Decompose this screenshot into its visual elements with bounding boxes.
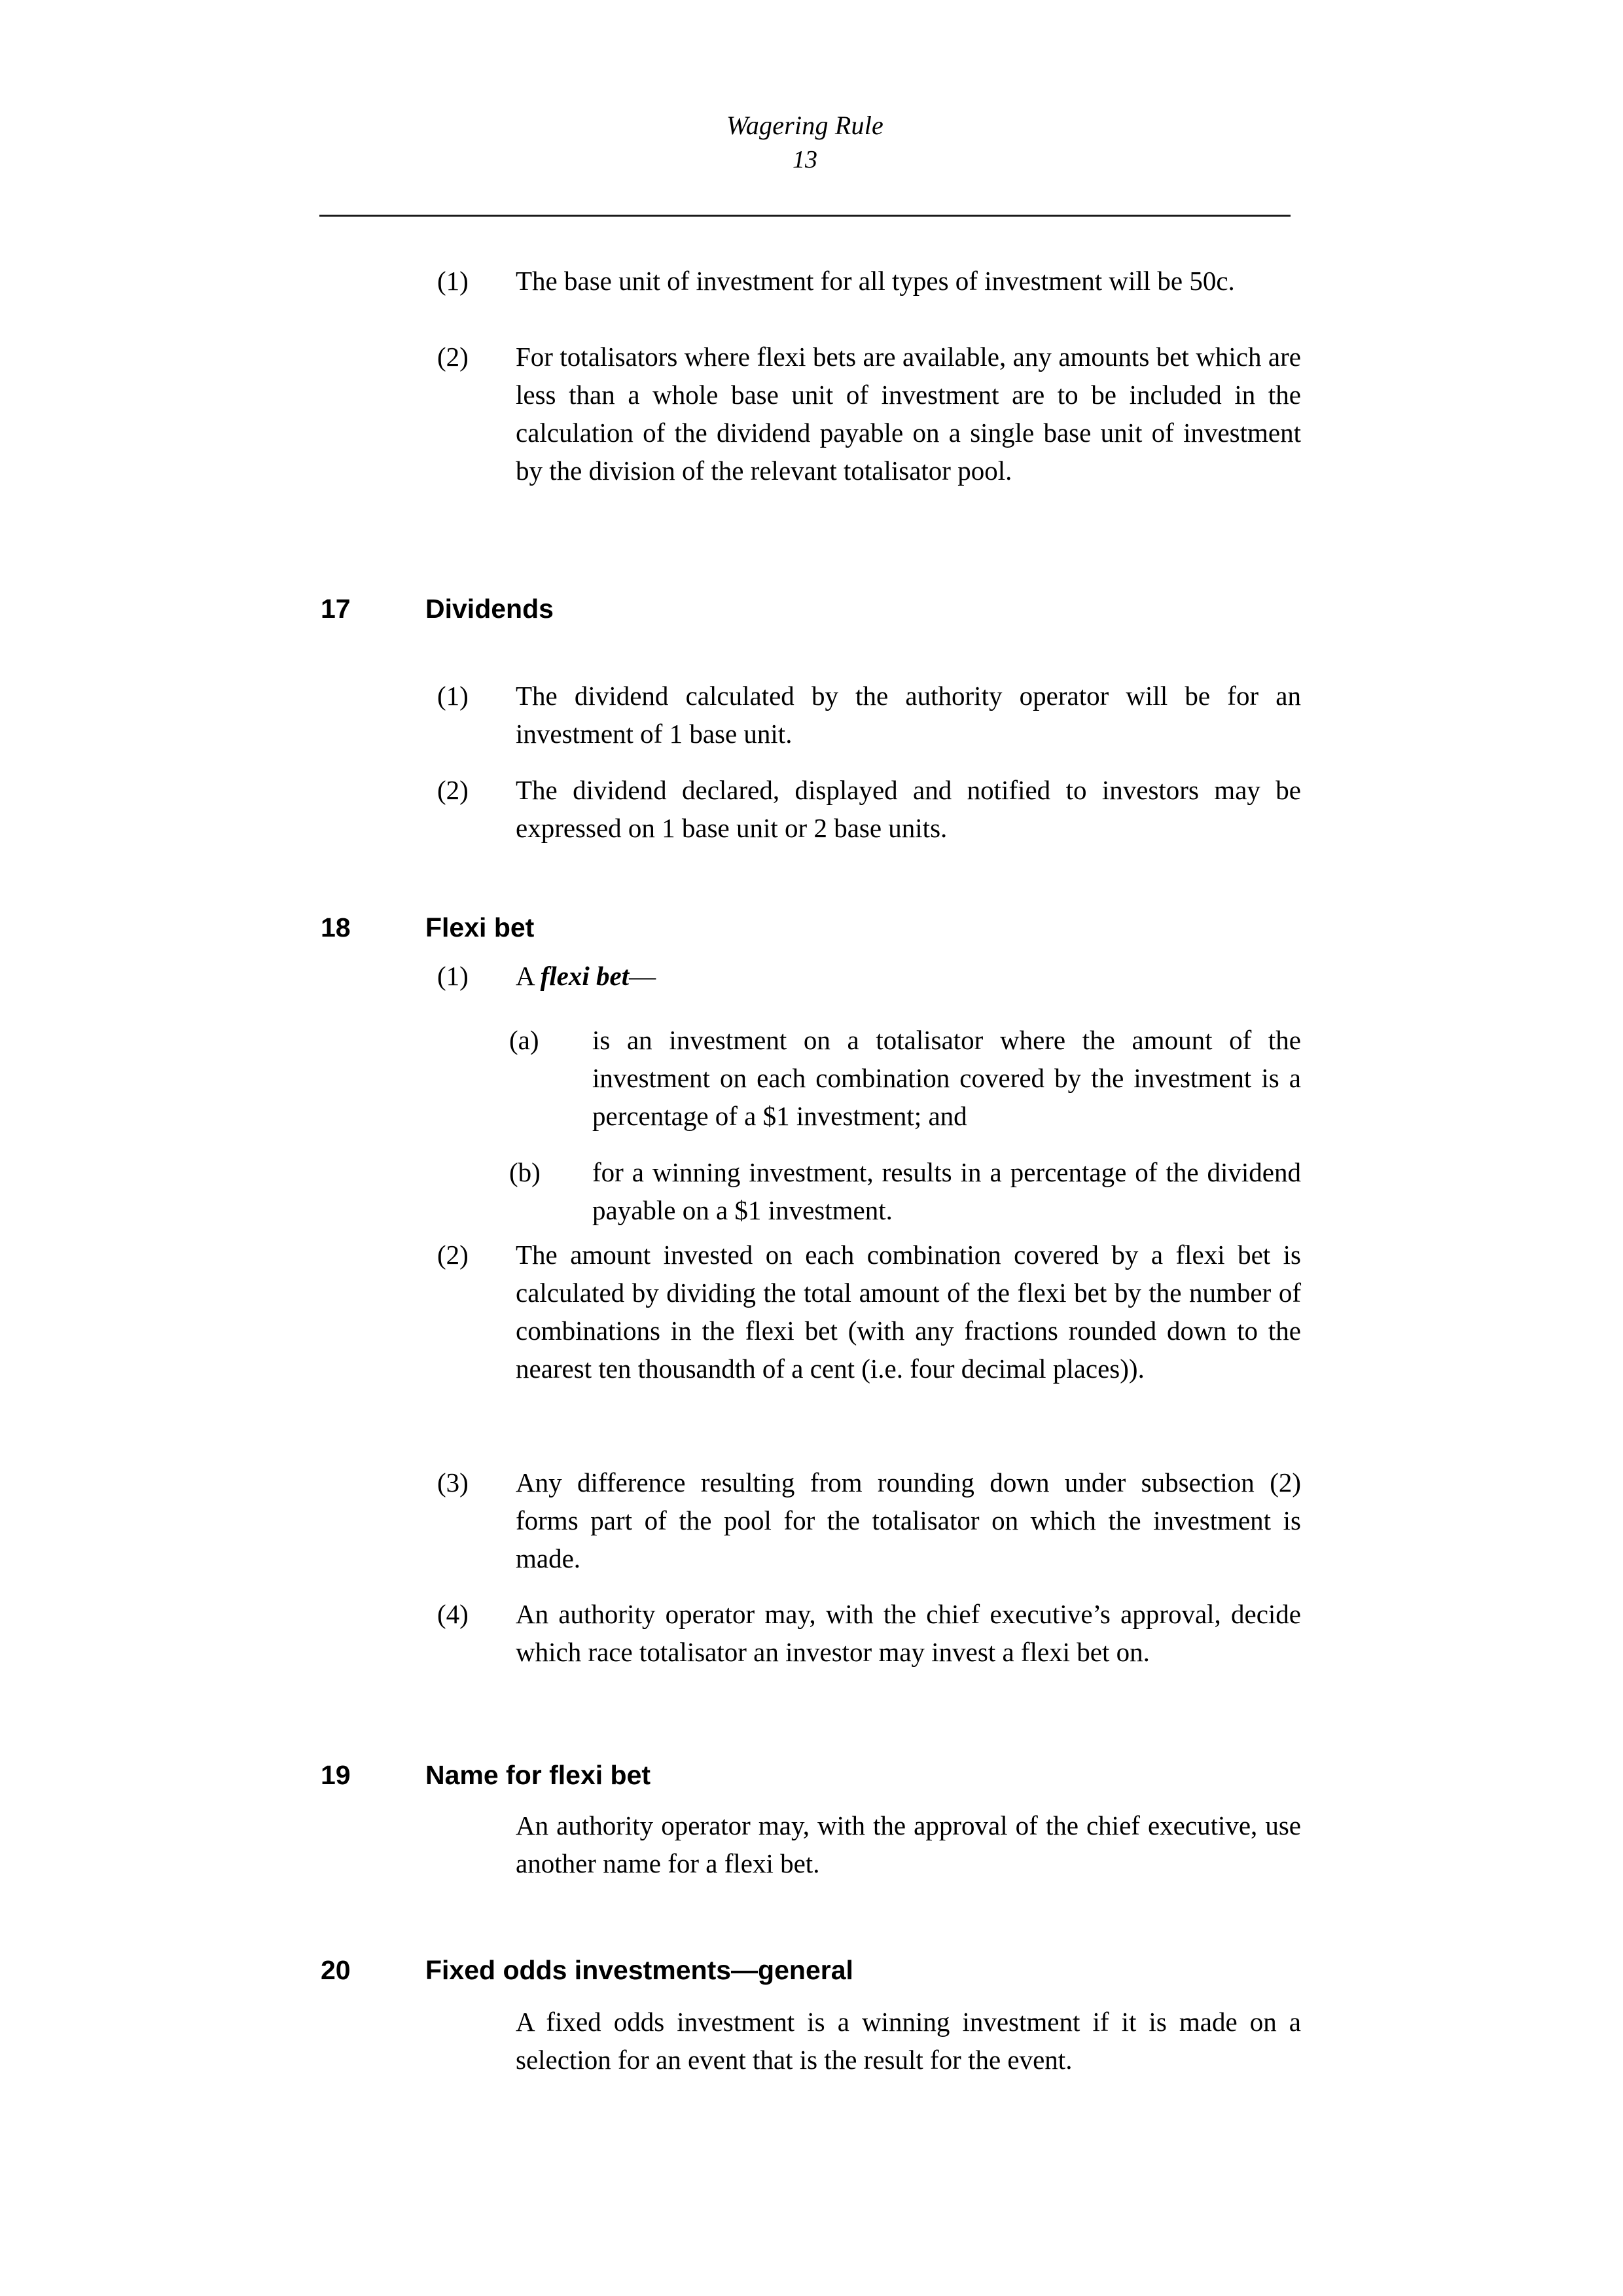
section-heading-17 (321, 592, 1302, 625)
paragraph-text: Any difference resulting from rounding down under subsection (2) forms part of the pool for the totalisator on which the investment is made. (516, 1467, 1301, 1573)
header-title: Wagering Rule (726, 111, 883, 140)
subparagraph-item (509, 1021, 1301, 1135)
paragraph-label: (1) (437, 681, 469, 711)
section-title: Flexi bet (425, 912, 535, 942)
paragraph-item (437, 771, 1301, 847)
paragraph-item (437, 262, 1301, 300)
paragraph-label: (1) (437, 961, 469, 991)
section-number: 19 (321, 1760, 351, 1790)
lead-plain-text: A (516, 961, 541, 991)
paragraph-text: For totalisators where flexi bets are available, any amounts bet which are less than a whole base unit of investment are to be included in the calculation of the dividend payable on a single base unit of investment by the division of the relevant totalisator pool. (516, 342, 1301, 486)
paragraph-text (516, 957, 1301, 995)
paragraph-item (437, 677, 1301, 753)
paragraph-label: (2) (437, 342, 469, 372)
defined-term-emphasis: flexi bet (540, 961, 630, 991)
section-heading-20 (321, 1954, 1302, 1986)
paragraph-item (437, 338, 1301, 490)
paragraph-label: (3) (437, 1467, 469, 1498)
subparagraph-item (509, 1153, 1301, 1229)
lead-tail-dash: — (629, 961, 656, 991)
subparagraph-text: is an investment on a totalisator where the amount of the investment on each combination covered by the investment is a percentage of a $1 investment; and (592, 1025, 1301, 1131)
section-title: Dividends (425, 594, 554, 624)
section-body-text: An authority operator may, with the approval of the chief executive, use another name for a flexi bet. (516, 1810, 1301, 1878)
subparagraph-text: for a winning investment, results in a percentage of the dividend payable on a $1 investment. (592, 1157, 1301, 1225)
paragraph-label: (1) (437, 266, 469, 296)
section-title: Fixed odds investments—general (425, 1955, 853, 1985)
section-title: Name for flexi bet (425, 1760, 651, 1790)
paragraph-text: The amount invested on each combination covered by a flexi bet is calculated by dividing the total amount of the flexi bet by the number of combinations in the flexi bet (with any fractions rounded down to the nearest ten thousandth of a cent (i.e. four decimal places)). (516, 1240, 1301, 1384)
section-number: 17 (321, 594, 351, 624)
paragraph-text: An authority operator may, with the chief executive’s approval, decide which race totalisator an investor may invest a flexi bet on. (516, 1599, 1301, 1667)
paragraph-label: (2) (437, 775, 469, 805)
page-number: 13 (793, 146, 817, 173)
paragraph-text: The dividend declared, displayed and notified to investors may be expressed on 1 base unit or 2 base units. (516, 775, 1301, 843)
paragraph-item (437, 957, 1301, 995)
header-divider (319, 215, 1291, 217)
section-number: 20 (321, 1955, 351, 1985)
paragraph-item (437, 1463, 1301, 1577)
paragraph-label: (4) (437, 1599, 469, 1629)
paragraph-item (437, 1595, 1301, 1671)
subparagraph-label: (a) (509, 1025, 539, 1055)
paragraph-text: The base unit of investment for all types of investment will be 50c. (516, 266, 1235, 296)
section-heading-19 (321, 1759, 1302, 1791)
section-heading-18 (321, 911, 1302, 944)
paragraph-item (437, 1236, 1301, 1388)
paragraph-text: The dividend calculated by the authority operator will be for an investment of 1 base unit. (516, 681, 1301, 749)
section-body-text: A fixed odds investment is a winning investment if it is made on a selection for an event that is the result for the event. (516, 2007, 1301, 2075)
section-number: 18 (321, 912, 351, 942)
running-header (319, 110, 1291, 175)
subparagraph-label: (b) (509, 1157, 541, 1187)
paragraph-label: (2) (437, 1240, 469, 1270)
